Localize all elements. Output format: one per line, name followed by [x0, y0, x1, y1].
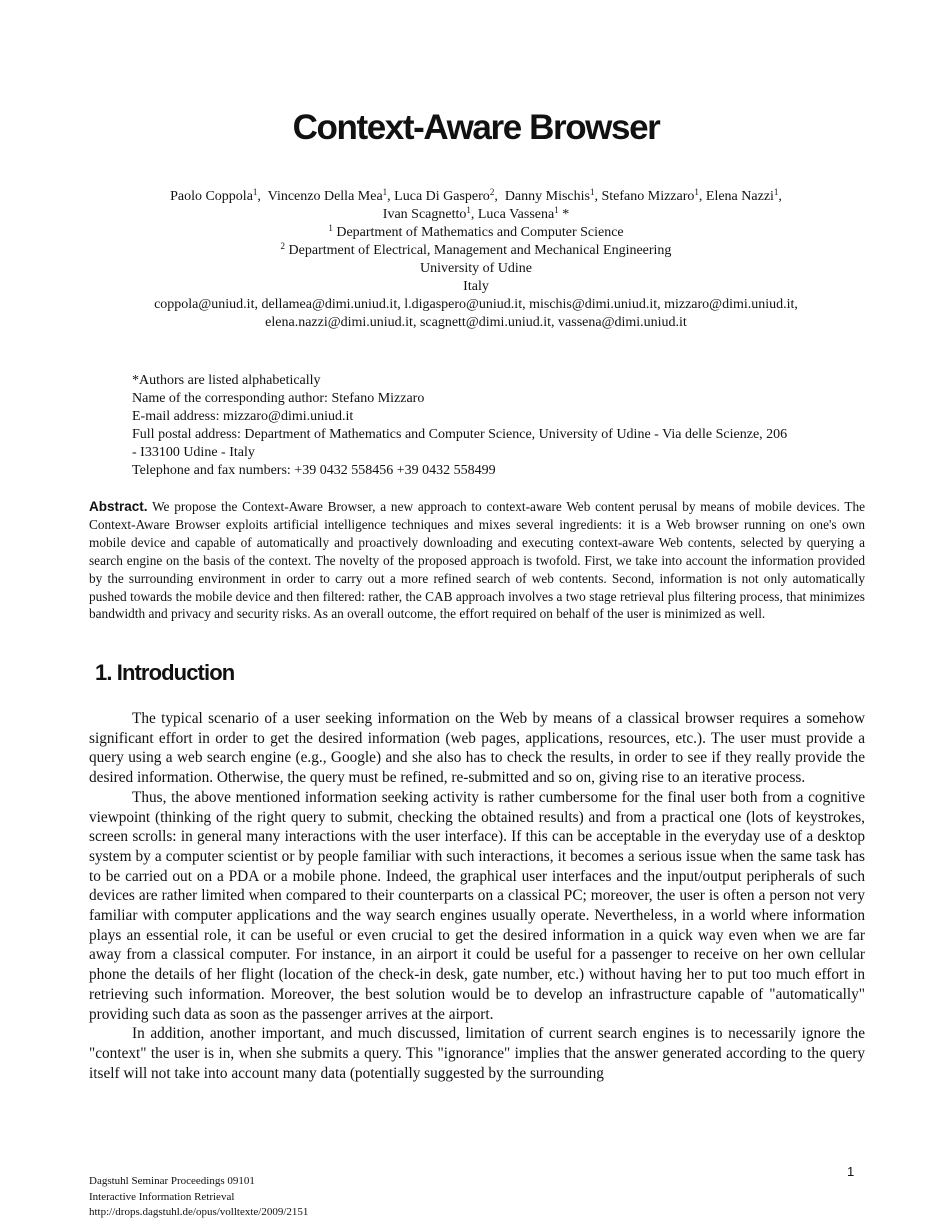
- affiliation-mark: 1: [773, 187, 779, 197]
- author-name: Stefano Mizzaro: [601, 189, 695, 204]
- author-name: Elena Nazzi: [705, 189, 774, 204]
- affiliation-mark: 1: [328, 223, 333, 233]
- note-line: E-mail address: mizzaro@dimi.uniud.it: [132, 409, 354, 424]
- affiliation-text: Department of Mathematics and Computer Science: [336, 225, 624, 240]
- affiliation-mark: 2: [489, 187, 495, 197]
- abstract-text: We propose the Context-Aware Browser, a new approach to context-aware Web content perusal by means of mobile devices. The Context-Aware Browser exploits artificial intelligence techniques and mixes several ingredients: it is a Web browser running on one's own mobile device and capable of automatically and proactively downloading and executing context-aware Web contents, selected by querying a search engine on the basis of the context. The novelty of the proposed approach is twofold. First, we take into account the information provided by the surrounding environment in order to carry out a more refined search of web contents. Second, information is not only automatically pushed towards the mobile device and then filtered: rather, the CAB approach involves a two stage retrieval plus filtering process, that minimizes bandwidth and privacy and security risks. As an overall outcome, the effort required on behalf of the user is minimized as well.: [89, 499, 865, 622]
- author-name: Ivan Scagnetto: [382, 207, 467, 222]
- footer-proceedings: Dagstuhl Seminar Proceedings 09101: [89, 1175, 255, 1187]
- note-line: Telephone and fax numbers: +39 0432 558456 +39 0432 558499: [132, 463, 496, 478]
- author-name: Danny Mischis: [504, 189, 590, 204]
- emails-line-2: elena.nazzi@dimi.uniud.it, scagnett@dimi.uniud.it, vassena@dimi.uniud.it: [265, 315, 687, 330]
- section-heading: 1. Introduction: [95, 660, 235, 685]
- author-separator: ,: [594, 189, 602, 204]
- affiliation-1: [60, 224, 892, 242]
- affiliation-mark: 1: [252, 187, 258, 197]
- author-separator: *: [558, 207, 570, 222]
- corresponding-author-note: [132, 372, 872, 480]
- author-separator: ,: [257, 189, 268, 204]
- abstract-label: Abstract.: [89, 499, 148, 514]
- affiliation-mark: 2: [280, 241, 286, 251]
- country: Italy: [463, 279, 489, 294]
- author-separator: ,: [778, 189, 782, 204]
- author-line-2: [60, 206, 892, 224]
- emails-line-1: coppola@uniud.it, dellamea@dimi.uniud.it, l.digaspero@uniud.it, mischis@dimi.uniud.it, mizzaro@dimi.uniud.it,: [154, 297, 798, 312]
- author-name: Vincenzo Della Mea: [267, 189, 383, 204]
- author-name: Luca Di Gaspero: [394, 189, 490, 204]
- page-number: 1: [847, 1164, 855, 1179]
- note-line: Full postal address: Department of Mathematics and Computer Science, University of Udine - Via delle Scienze, 206: [132, 427, 788, 442]
- affiliation-mark: 1: [466, 205, 471, 215]
- affiliation-mark: 1: [382, 187, 388, 197]
- author-name: Luca Vassena: [477, 207, 555, 222]
- author-separator: ,: [470, 207, 478, 222]
- note-line: Name of the corresponding author: Stefano Mizzaro: [132, 391, 425, 406]
- paragraph: In addition, another important, and much discussed, limitation of current search engines is to necessarily ignore the "context" the user is in, when she submits a query. This "ignorance" implies that the answer generated according to the query itself will not take into account many data (potentially suggested by the surrounding: [89, 1025, 865, 1082]
- affiliation-mark: 1: [554, 205, 559, 215]
- author-name: Paolo Coppola: [170, 189, 253, 204]
- paper-title: Context-Aware Browser: [292, 108, 660, 147]
- author-line-1: [60, 188, 892, 206]
- author-block: [60, 188, 892, 332]
- affiliation-mark: 1: [589, 187, 595, 197]
- paragraph: The typical scenario of a user seeking information on the Web by means of a classical browser requires a somehow significant effort in order to get the desired information (web pages, applications, resources, etc.). The user must provide a query using a web search engine (e.g., Google) and she also has to check the results, in order to see if they really provide the desired information. Otherwise, the query must be refined, re-submitted and so on, giving rise to an iterative process.: [89, 710, 865, 787]
- author-separator: ,: [698, 189, 706, 204]
- paragraph: Thus, the above mentioned information seeking activity is rather cumbersome for the final user both from a cognitive viewpoint (thinking of the right query to submit, checking the obtained results) and from a practical one (lots of keystrokes, screen scrolls: in general many interactions with the user interface). If this can be acceptable in the everyday use of a desktop system by a computer scientist or by people familiar with such interactions, it becomes a serious issue when the same task has to be carried out on a PDA or a mobile phone. Indeed, the graphical user interfaces and the input/output peripherals of such devices are rather limited when compared to their counterparts on a classical PC; moreover, the user is often a person not very familiar with computer applications and the way search engines usually operate. Nevertheless, in a world where information plays an essential role, it can be useful or even crucial to get the desired information in a quick way even when we are far away from a classical computer. For instance, in an airport it could be useful for a passenger to receive on her own cellular phone the details of her flight (location of the check-in desk, gate number, etc.) without having her to put too much effort in retrieving such information. Moreover, the best solution would be to develop an infrastructure capable of "automatically" providing such data as soon as the passenger arrives at the airport.: [89, 788, 865, 1023]
- footer-series: Interactive Information Retrieval: [89, 1190, 235, 1203]
- affiliation-2: [60, 242, 892, 260]
- note-line: *Authors are listed alphabetically: [132, 373, 321, 388]
- author-separator: ,: [387, 189, 395, 204]
- section-body: [89, 709, 865, 1083]
- footer: [89, 1174, 308, 1221]
- note-line: - I33100 Udine - Italy: [132, 445, 255, 460]
- author-separator: ,: [494, 189, 505, 204]
- affiliation-mark: 1: [694, 187, 699, 197]
- university: University of Udine: [420, 261, 532, 276]
- affiliation-text: Department of Electrical, Management and Mechanical Engineering: [288, 243, 672, 258]
- footer-url: http://drops.dagstuhl.de/opus/volltexte/2009/2151: [89, 1206, 309, 1218]
- abstract: [89, 498, 865, 623]
